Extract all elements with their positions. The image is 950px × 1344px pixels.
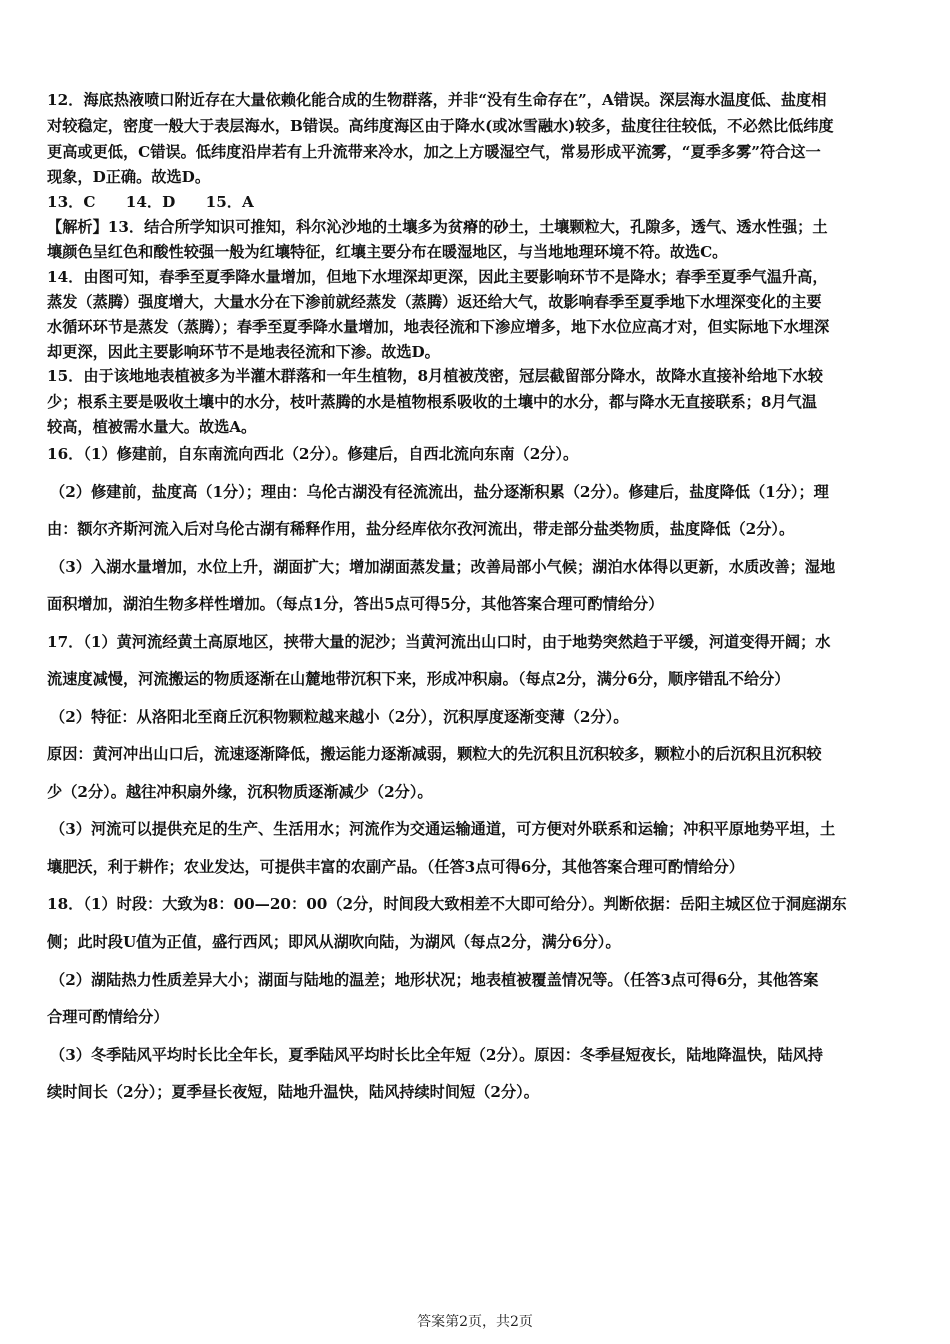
answer-key-line: 13．C 14．D 15．A — [47, 193, 254, 211]
text-line: 流速度减慢，河流搬运的物质逐渐在山麓地带沉积下来，形成冲积扇。（每点2分，满分6分，顺序错乱不给分） — [47, 670, 790, 688]
text-line: 却更深，因此主要影响环节不是地表径流和下渗。故选D。 — [47, 343, 440, 361]
text-line: （2）修建前，盐度高（1分）；理由：乌伦古湖没有径流流出，盐分逐渐积累（2分）。修建后，盐度降低（1分）；理 — [50, 483, 829, 501]
text-line: 【解析】13．结合所学知识可推知，科尔沁沙地的土壤多为贫瘠的砂土，土壤颗粒大，孔隙多，透气、透水性强；土 — [47, 218, 828, 236]
text-line: （3）冬季陆风平均时长比全年长，夏季陆风平均时长比全年短（2分）。原因：冬季昼短夜长，陆地降温快，陆风持 — [50, 1046, 823, 1064]
text-line: 16．（1）修建前，自东南流向西北（2分）。修建后，自西北流向东南（2分）。 — [47, 445, 579, 463]
text-line: 少；根系主要是吸收土壤中的水分，枝叶蒸腾的水是植物根系吸收的土壤中的水分，都与降水无直接联系；8月气温 — [47, 393, 817, 411]
text-line: （2）特征：从洛阳北至商丘沉积物颗粒越来越小（2分），沉积厚度逐渐变薄（2分）。 — [50, 708, 629, 726]
text-line: 侧；此时段U值为正值，盛行西风；即风从湖吹向陆，为湖风（每点2分，满分6分）。 — [47, 933, 621, 951]
text-line: 更高或更低，C错误。低纬度沿岸若有上升流带来冷水，加之上方暖湿空气，常易形成平流雾，“夏季多雾”符合这一 — [47, 143, 821, 161]
text-line: 续时间长（2分）；夏季昼长夜短，陆地升温快，陆风持续时间短（2分）。 — [47, 1083, 539, 1101]
text-line: 壤颜色呈红色和酸性较强一般为红壤特征，红壤主要分布在暖湿地区，与当地地理环境不符。故选C。 — [47, 243, 728, 261]
text-line: 12．海底热液喷口附近存在大量依赖化能合成的生物群落，并非“没有生命存在”，A错误。深层海水温度低、盐度相 — [47, 91, 827, 109]
text-line: （3）入湖水量增加，水位上升，湖面扩大；增加湖面蒸发量；改善局部小气候；湖泊水体得以更新，水质改善；湿地 — [50, 558, 836, 576]
text-line: 14．由图可知，春季至夏季降水量增加，但地下水埋深却更深，因此主要影响环节不是降水；春季至夏季气温升高， — [47, 268, 828, 286]
text-line: 水循环环节是蒸发（蒸腾）；春季至夏季降水量增加，地表径流和下渗应增多，地下水位应高才对，但实际地下水埋深 — [47, 318, 830, 336]
text-line: 较高，植被需水量大。故选A。 — [47, 418, 257, 436]
text-line: 壤肥沃，利于耕作；农业发达，可提供丰富的农副产品。（任答3点可得6分，其他答案合理可酌情给分） — [47, 858, 744, 876]
text-line: 15．由于该地地表植被多为半灌木群落和一年生植物，8月植被茂密，冠层截留部分降水，故降水直接补给地下水较 — [47, 367, 823, 385]
text-line: 面积增加，湖泊生物多样性增加。（每点1分，答出5点可得5分，其他答案合理可酌情给分） — [47, 595, 664, 613]
text-line: 由：额尔齐斯河流入后对乌伦古湖有稀释作用，盐分经库依尔孜河流出，带走部分盐类物质，盐度降低（2分）。 — [47, 520, 795, 538]
text-line: （2）湖陆热力性质差异大小；湖面与陆地的温差；地形状况；地表植被覆盖情况等。（任答3点可得6分，其他答案 — [50, 971, 819, 989]
text-line: 18．（1）时段：大致为8：00—20：00（2分，时间段大致相差不大即可给分）。判断依据：岳阳主城区位于洞庭湖东 — [47, 895, 847, 913]
text-line: 对较稳定，密度一般大于表层海水，B错误。高纬度海区由于降水(或冰雪融水)较多，盐度往往较低，不必然比低纬度 — [47, 117, 834, 135]
text-line: 合理可酌情给分） — [47, 1008, 169, 1026]
text-line: （3）河流可以提供充足的生产、生活用水；河流作为交通运输通道，可方便对外联系和运输；冲积平原地势平坦，土 — [50, 820, 836, 838]
text-line: 原因：黄河冲出山口后，流速逐渐降低，搬运能力逐渐减弱，颗粒大的先沉积且沉积较多，颗粒小的后沉积且沉积较 — [47, 745, 822, 763]
text-line: 蒸发（蒸腾）强度增大，大量水分在下渗前就经蒸发（蒸腾）返还给大气，故影响春季至夏季地下水埋深变化的主要 — [47, 293, 822, 311]
text-line: 17．（1）黄河流经黄土高原地区，挟带大量的泥沙；当黄河流出山口时，由于地势突然趋于平缓，河道变得开阔；水 — [47, 633, 831, 651]
page-footer: 答案第2页，共2页 — [417, 1314, 533, 1330]
text-line: 少（2分）。越往冲积扇外缘，沉积物质逐渐减少（2分）。 — [47, 783, 433, 801]
text-line: 现象，D正确。故选D。 — [47, 168, 211, 186]
